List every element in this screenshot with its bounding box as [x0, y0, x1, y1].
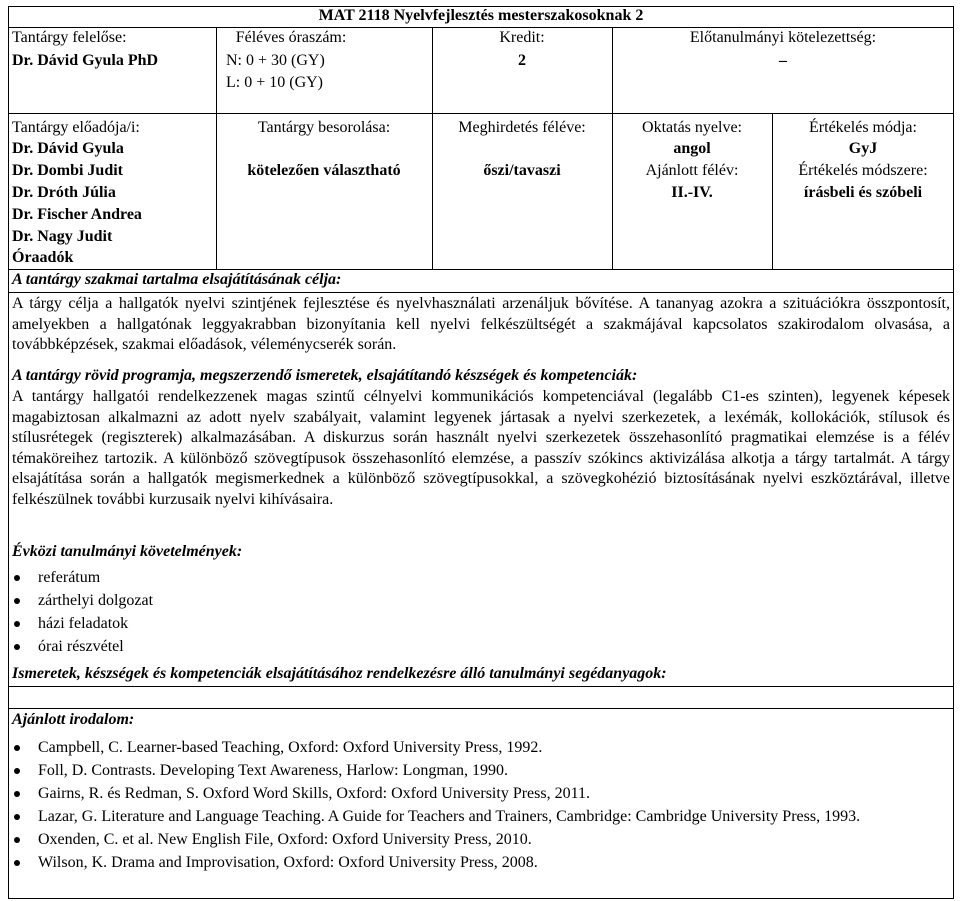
- divider: [8, 686, 954, 687]
- modszer-value: írásbeli és szóbeli: [803, 184, 923, 201]
- meghirdetes-value: őszi/tavaszi: [483, 162, 561, 179]
- list-item: házi feladatok: [10, 612, 153, 635]
- course-title: MAT 2118 Nyelvfejlesztés mesterszakosoknak 2: [318, 7, 644, 24]
- reference-item: Gairns, R. és Redman, S. Oxford Word Skills, Oxford: Oxford University Press, 2011.: [10, 783, 950, 804]
- divider: [8, 292, 954, 293]
- ajanlott-value: II.-IV.: [671, 184, 713, 201]
- ajanlott-label: Ajánlott félév:: [645, 162, 739, 179]
- reference-item: Wilson, K. Drama and Improvisation, Oxford: Oxford University Press, 2008.: [10, 852, 950, 873]
- ertekeles-label: Értékelés módja:: [809, 119, 917, 136]
- eloado-name: Dr. Dávid Gyula: [12, 140, 124, 157]
- reference-item: Oxenden, C. et al. New English File, Oxford: Oxford University Press, 2010.: [10, 829, 950, 850]
- kredit-label: Kredit:: [499, 29, 545, 46]
- reference-item: Campbell, C. Learner-based Teaching, Oxford: Oxford University Press, 1992.: [10, 737, 950, 758]
- eloado-name: Óraadók: [12, 249, 74, 266]
- felelos-label: Tantárgy felelőse:: [12, 29, 127, 46]
- eloado-name: Dr. Nagy Judit: [12, 228, 113, 245]
- eloadok-label: Tantárgy előadója/i:: [12, 119, 140, 136]
- irodalom-heading: Ajánlott irodalom:: [12, 711, 135, 728]
- eloado-name: Dr. Dombi Judit: [12, 162, 123, 179]
- oraszam-label: Féléves óraszám:: [235, 29, 347, 46]
- reference-item: Foll, D. Contrasts. Developing Text Awareness, Harlow: Longman, 1990.: [10, 760, 950, 781]
- eloado-name: Dr. Dróth Júlia: [12, 184, 116, 201]
- besorolas-value: kötelezően választható: [247, 162, 401, 179]
- eloado-name: Dr. Fischer Andrea: [12, 206, 142, 223]
- divider: [8, 113, 954, 114]
- divider: [8, 708, 954, 709]
- list-item: zárthelyi dolgozat: [10, 589, 153, 612]
- program-text: A tantárgy hallgatói rendelkezzenek magas szintű célnyelvi kommunikációs kompetenciával (legalább C1-es szinten), legyenek képesek magabiztosan alkalmazni az adott nyelv szabályait, valamint legyenek jártasak a nyelvi szerkezetek, a lexémák, kollokációk, stílusok és stílusrétegek (regiszterek) alkalmazásában. A diskurzus során használt nyelvi szerkezetek összehasonlító pragmatikai elemzése is a félév témaköreihez tartozik. A különböző szövegtípusok összehasonlító elemzése, a passzív szókincs aktivizálása alkotja a tárgy tartalmát. A tárgy elsajátítása során a hallgatók megismerkednek a különböző szövegtípusokkal, a szövegkohézió biztosításának nyelvi eszköztárával, illetve felkészülnek további kurzusaik nyelvi kihívásaira.: [12, 388, 950, 508]
- meghirdetes-label: Meghirdetés féléve:: [458, 119, 586, 136]
- segedanyagok-heading: Ismeretek, készségek és kompetenciák elsajátításához rendelkezésre álló tanulmányi segédanyagok:: [12, 665, 667, 682]
- list-item: referátum: [10, 566, 153, 589]
- reference-item: Lazar, G. Literature and Language Teaching. A Guide for Teachers and Trainers, Cambridge: Cambridge University Press, 1993.: [10, 806, 950, 827]
- cel-text: A tárgy célja a hallgatók nyelvi szintjének fejlesztése és nyelvhasználati arzenáljuk bővítése. A tananyag azokra a szituációkra összpontosít, amelyekben a hallgatónak leggyakrabban bizonyítania kell nyelvi felkészültségét a szakmájával kapcsolatos szakirodalom olvasása, a továbbképzések, szakmai előadások, véleménycserék során.: [12, 295, 950, 354]
- ertekeles-value: GyJ: [848, 140, 878, 157]
- nyelv-value: angol: [673, 140, 711, 157]
- program-heading: A tantárgy rövid programja, megszerzendő ismeretek, elsajátítandó készségek és kompetenciák:: [12, 367, 638, 384]
- kovetelmenyek-list: [10, 566, 153, 658]
- irodalom-list: [10, 737, 950, 875]
- besorolas-label: Tantárgy besorolása:: [257, 119, 391, 136]
- kovetelmenyek-heading: Évközi tanulmányi követelmények:: [12, 543, 243, 560]
- nyelv-label: Oktatás nyelve:: [642, 119, 742, 136]
- oraszam-n: N: 0 + 30 (GY): [226, 52, 325, 69]
- list-item: órai részvétel: [10, 635, 153, 658]
- elotanulmanyi-label: Előtanulmányi kötelezettség:: [689, 29, 877, 46]
- elotanulmanyi-value: –: [779, 52, 787, 69]
- modszer-label: Értékelés módszere:: [798, 162, 928, 179]
- kredit-value: 2: [518, 52, 526, 69]
- cel-heading: A tantárgy szakmai tartalma elsajátításának célja:: [12, 271, 342, 288]
- oraszam-l: L: 0 + 10 (GY): [226, 74, 324, 91]
- felelos-value: Dr. Dávid Gyula PhD: [12, 52, 159, 69]
